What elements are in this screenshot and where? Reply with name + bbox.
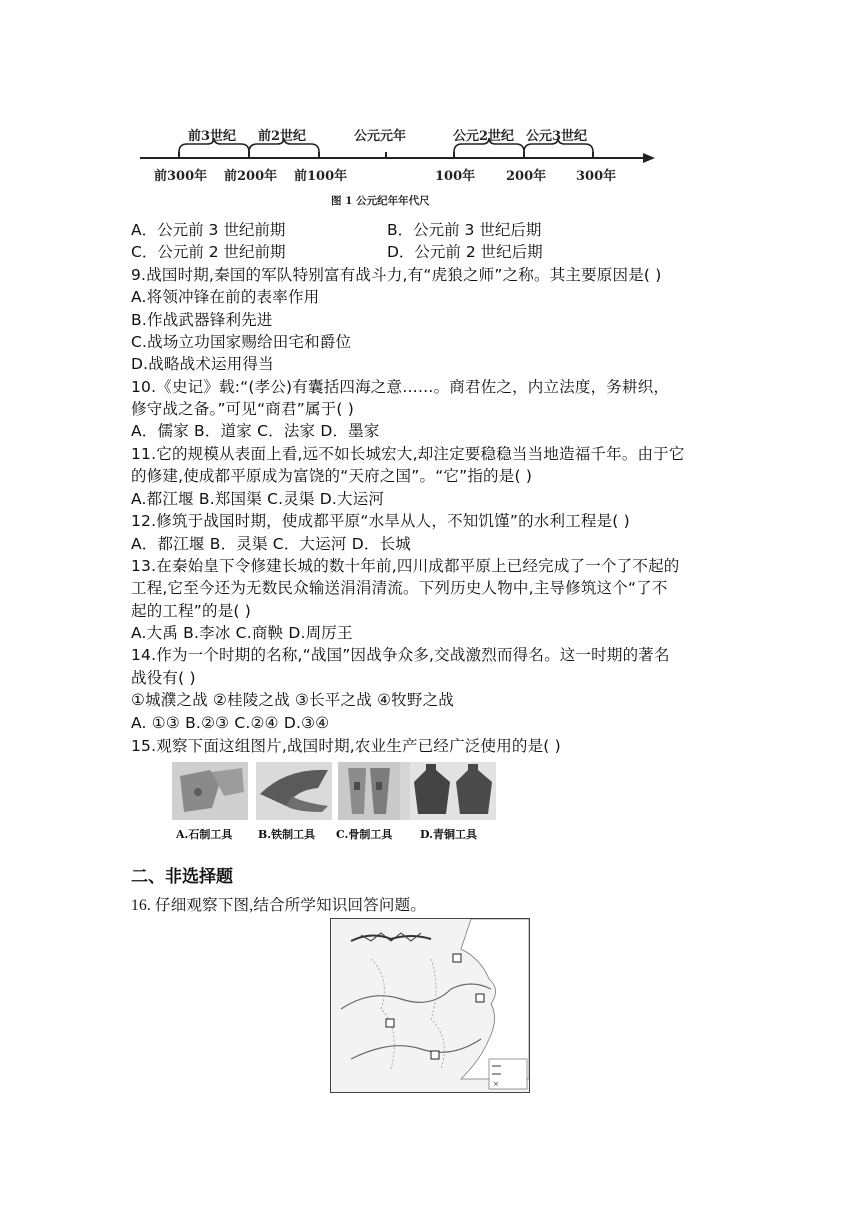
bone-tool-image	[338, 762, 414, 820]
year-label: 100年	[435, 169, 476, 184]
q14-stem-line2: 战役有( )	[131, 669, 196, 687]
q9-option-c[interactable]: C.战场立功国家赐给田宅和爵位	[131, 333, 352, 351]
tool-caption: C.骨制工具	[336, 828, 393, 841]
q10-stem-line2: 修守战之备。”可见“商君”属于( )	[131, 400, 354, 418]
warring-states-map	[330, 918, 530, 1093]
timeline-figure	[135, 120, 665, 212]
century-label: 前2世纪	[258, 129, 307, 144]
q14-battles: ①城濮之战 ②桂陵之战 ③长平之战 ④牧野之战	[131, 691, 454, 709]
q14-options[interactable]: A. ①③ B.②③ C.②④ D.③④	[131, 714, 330, 732]
century-label: 前3世纪	[188, 129, 237, 144]
year-label: 前100年	[294, 169, 348, 184]
tools-figure	[172, 762, 498, 846]
century-label: 公元元年	[354, 129, 407, 144]
q8-option-d[interactable]: D．公元前 2 世纪后期	[387, 243, 543, 261]
century-label: 公元3世纪	[526, 129, 588, 144]
q11-options[interactable]: A.都江堰 B.郑国渠 C.灵渠 D.大运河	[131, 490, 385, 508]
q16-stem: 16. 仔细观察下图,结合所学知识回答问题。	[131, 897, 427, 914]
q13-stem-line3: 起的工程”的是( )	[131, 602, 252, 620]
q8-option-a[interactable]: A．公元前 3 世纪前期	[131, 221, 286, 239]
q9-option-b[interactable]: B.作战武器锋利先进	[131, 311, 273, 329]
q14-stem-line1: 14.作为一个时期的名称,“战国”因战争众多,交战激烈而得名。这一时期的著名	[131, 646, 670, 664]
tool-caption: B.铁制工具	[258, 828, 316, 841]
section-heading: 二、非选择题	[131, 867, 233, 887]
q11-stem-line2: 的修建,使成都平原成为富饶的“天府之国”。“它”指的是( )	[131, 467, 533, 485]
year-label: 前300年	[154, 169, 208, 184]
figure-caption: 图 1 公元纪年年代尺	[331, 195, 430, 207]
q13-stem-line2: 工程,它至今还为无数民众输送涓涓清流。下列历史人物中,主导修筑这个“了不	[131, 579, 668, 597]
tool-caption: A.石制工具	[176, 828, 233, 841]
century-label: 公元2世纪	[453, 129, 515, 144]
q13-stem-line1: 13.在秦始皇下令修建长城的数十年前,四川成都平原上已经完成了一个了不起的	[131, 557, 680, 575]
q9-option-a[interactable]: A.将领冲锋在前的表率作用	[131, 288, 320, 306]
q9-option-d[interactable]: D.战略战术运用得当	[131, 355, 274, 373]
q12-options[interactable]: A．都江堰 B．灵渠 C．大运河 D．长城	[131, 535, 411, 553]
q8-option-c[interactable]: C．公元前 2 世纪前期	[131, 243, 286, 261]
year-label: 200年	[506, 169, 547, 184]
stone-tool-image	[172, 762, 248, 820]
q9-stem: 9.战国时期,秦国的军队特别富有战斗力,有“虎狼之师”之称。其主要原因是( )	[131, 266, 662, 284]
q8-option-b[interactable]: B．公元前 3 世纪后期	[387, 221, 542, 239]
iron-tool-image	[256, 762, 332, 820]
tool-caption: D.青铜工具	[420, 828, 477, 841]
svg-text:×: ×	[493, 1080, 499, 1088]
q15-stem: 15.观察下面这组图片,战国时期,农业生产已经广泛使用的是( )	[131, 737, 561, 755]
q11-stem-line1: 11.它的规模从表面上看,远不如长城宏大,却注定要稳稳当当地造福千年。由于它	[131, 445, 685, 463]
bronze-tool-image	[410, 762, 496, 820]
q13-options[interactable]: A.大禹 B.李冰 C.商鞅 D.周厉王	[131, 624, 353, 642]
q10-options[interactable]: A．儒家 B．道家 C．法家 D．墨家	[131, 422, 380, 440]
year-label: 300年	[576, 169, 617, 184]
year-label: 前200年	[224, 169, 278, 184]
q12-stem: 12.修筑于战国时期，使成都平原“水旱从人，不知饥馑”的水利工程是( )	[131, 512, 630, 530]
q10-stem-line1: 10.《史记》载:“(孝公)有囊括四海之意……。商君佐之，内立法度，务耕织，	[131, 378, 670, 396]
